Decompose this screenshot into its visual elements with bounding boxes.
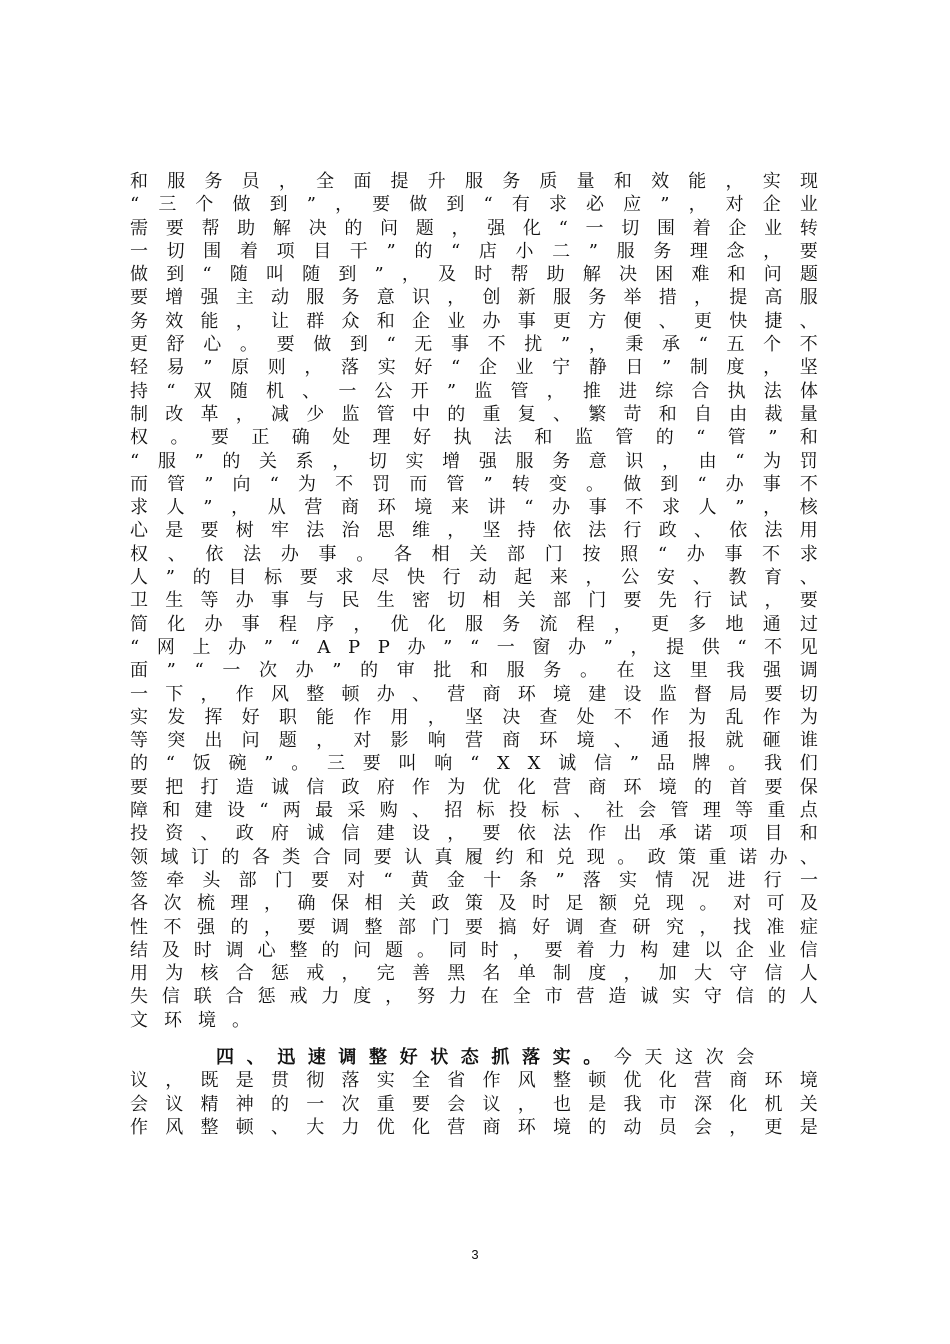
paragraph-2 [130, 1069, 818, 1139]
paragraph-2-line: 会 议 精 神 的 一 次 重 要 会 议 ， 也 是 我 市 深 化 机 关 [130, 1093, 818, 1115]
paragraph-1-line: 签 牵 头 部 门 要 对 “ 黄 金 十 条 ” 落 实 情 况 进 行 一 [130, 869, 818, 891]
paragraph-1-line: 失 信 联 合 惩 戒 力 度 ， 努 力 在 全 市 营 造 诚 实 守 信 的 人 [130, 986, 818, 1008]
paragraph-1-line: 领 域 订 的 各 类 合 同 要 认 真 履 约 和 兑 现 。 政 策 重 诺 办 、 [130, 846, 818, 868]
paragraph-1-line: “ 网 上 办 ” “ A P P 办 ” “ 一 窗 办 ” ， 提 供 “ 不 见 [130, 636, 818, 658]
paragraph-1-line: 结 及 时 调 心 整 的 问 题 。 同 时 ， 要 着 力 构 建 以 企 业 信 [130, 939, 818, 961]
paragraph-1-line: 权 、 依 法 办 事 。 各 相 关 部 门 按 照 “ 办 事 不 求 [130, 543, 818, 565]
paragraph-1-line: 制 改 革 ， 减 少 监 管 中 的 重 复 、 繁 苛 和 自 由 裁 量 [130, 403, 818, 425]
paragraph-1-line: 人 ” 的 目 标 要 求 尽 快 行 动 起 来 ， 公 安 、 教 育 、 [130, 567, 818, 589]
paragraph-1-line: 投 资 、 政 府 诚 信 建 设 ， 要 依 法 作 出 承 诺 项 目 和 [130, 823, 818, 845]
paragraph-1-line: 障 和 建 设 “ 两 最 采 购 、 招 标 投 标 、 社 会 管 理 等 重 点 [130, 800, 818, 822]
paragraph-1-line: 面 ” “ 一 次 办 ” 的 审 批 和 服 务 。 在 这 里 我 强 调 [130, 660, 818, 682]
paragraph-1-line: 轻 易 ” 原 则 ， 落 实 好 “ 企 业 宁 静 日 ” 制 度 ， 坚 [130, 357, 818, 379]
paragraph-1-line: 等 突 出 问 题 ， 对 影 响 营 商 环 境 、 通 报 就 砸 谁 [130, 730, 818, 752]
section-heading-4: 四、迅速调整好状态抓落实。 [216, 1046, 614, 1068]
paragraph-1-line: “ 服 ” 的 关 系 ， 切 实 增 强 服 务 意 识 ， 由 “ 为 罚 [130, 450, 818, 472]
paragraph-1-line: 求 人 ” ， 从 营 商 环 境 来 讲 “ 办 事 不 求 人 ” ， 核 [130, 497, 818, 519]
paragraph-1-line: 而 管 ” 向 “ 为 不 罚 而 管 ” 转 变 。 做 到 “ 办 事 不 [130, 473, 818, 495]
paragraph-1-line: 心 是 要 树 牢 法 治 思 维 ， 坚 持 依 法 行 政 、 依 法 用 [130, 520, 818, 542]
paragraph-1-line: 权 。 要 正 确 处 理 好 执 法 和 监 管 的 “ 管 ” 和 [130, 427, 818, 449]
body-text [130, 170, 818, 1139]
paragraph-1-line: 要 增 强 主 动 服 务 意 识 ， 创 新 服 务 举 措 ， 提 高 服 [130, 287, 818, 309]
paragraph-2-line: 议 ， 既 是 贯 彻 落 实 全 省 作 风 整 顿 优 化 营 商 环 境 [130, 1070, 818, 1092]
paragraph-1-line: 各 次 梳 理 ， 确 保 相 关 政 策 及 时 足 额 兑 现 。 对 可 及 [130, 893, 818, 915]
paragraph-1-line: 持 “ 双 随 机 、 一 公 开 ” 监 管 ， 推 进 综 合 执 法 体 [130, 380, 818, 402]
paragraph-2-start: 今天这次会 [613, 1046, 767, 1068]
paragraph-1-line: 卫 生 等 办 事 与 民 生 密 切 相 关 部 门 要 先 行 试 ， 要 [130, 590, 818, 612]
paragraph-1-line: 用 为 核 合 惩 戒 ， 完 善 黑 名 单 制 度 ， 加 大 守 信 人 [130, 963, 818, 985]
page-number: 3 [471, 1247, 479, 1262]
paragraph-1-line: 和 服 务 员 ， 全 面 提 升 服 务 质 量 和 效 能 ， 实 现 [130, 171, 818, 192]
paragraph-1-line: 需 要 帮 助 解 决 的 问 题 ， 强 化 “ 一 切 围 着 企 业 转 [130, 217, 818, 239]
paragraph-1-line: 要 把 打 造 诚 信 政 府 作 为 优 化 营 商 环 境 的 首 要 保 [130, 776, 818, 798]
paragraph-1-line: 做 到 “ 随 叫 随 到 ” ， 及 时 帮 助 解 决 困 难 和 问 题 [130, 264, 818, 286]
paragraph-1-line: 性 不 强 的 ， 要 调 整 部 门 要 搞 好 调 查 研 究 ， 找 准 症 [130, 916, 818, 938]
paragraph-1-line: 文环境。 [130, 1009, 266, 1031]
paragraph-1-line: 一 切 围 着 项 目 干 ” 的 “ 店 小 二 ” 服 务 理 念 ， 要 [130, 240, 818, 262]
paragraph-1 [130, 170, 818, 1046]
paragraph-1-line: 简 化 办 事 程 序 ， 优 化 服 务 流 程 ， 更 多 地 通 过 [130, 613, 818, 635]
paragraph-1-line: 一 下 ， 作 风 整 顿 办 、 营 商 环 境 建 设 监 督 局 要 切 [130, 683, 818, 705]
paragraph-2-first-line [130, 1046, 818, 1069]
paragraph-1-line: 务 效 能 ， 让 群 众 和 企 业 办 事 更 方 便 、 更 快 捷 、 [130, 310, 818, 332]
paragraph-1-line: 更 舒 心 。 要 做 到 “ 无 事 不 扰 ” ， 秉 承 “ 五 个 不 [130, 334, 818, 356]
paragraph-1-line: 实 发 挥 好 职 能 作 用 ， 坚 决 查 处 不 作 为 乱 作 为 [130, 706, 818, 728]
paragraph-1-line: “ 三 个 做 到 ” ， 要 做 到 “ 有 求 必 应 ” ， 对 企 业 [130, 194, 818, 216]
paragraph-1-line: 的 “ 饭 碗 ” 。 三 要 叫 响 “ X X 诚 信 ” 品 牌 。 我 们 [130, 753, 818, 775]
paragraph-2-line: 作 风 整 顿 、 大 力 优 化 营 商 环 境 的 动 员 会 ， 更 是 [130, 1116, 818, 1138]
